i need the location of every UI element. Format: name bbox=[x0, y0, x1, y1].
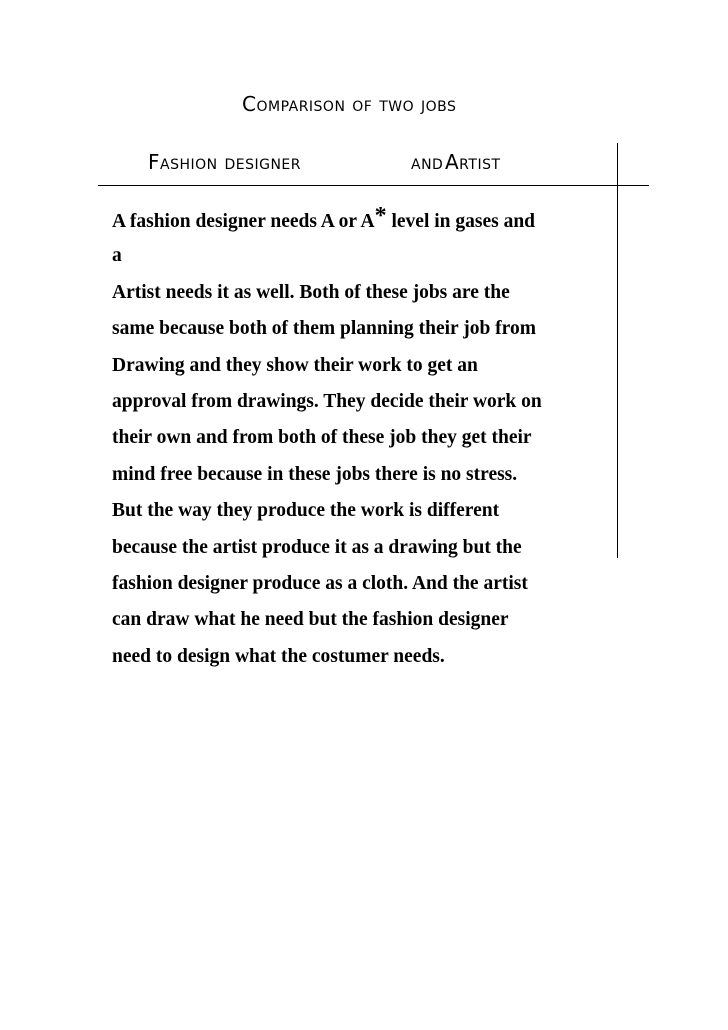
subtitle-fashion-designer: Fashion designer bbox=[148, 150, 302, 174]
body-line-13: need to design what the costumer needs. bbox=[112, 645, 445, 667]
subtitle-and: and bbox=[411, 150, 444, 174]
body-line-3: Artist needs it as well. Both of these jobs are the bbox=[112, 281, 510, 303]
body-line-8: mind free because in these jobs there is no stress. bbox=[112, 463, 518, 485]
body-line-2: a bbox=[112, 245, 122, 267]
body-line-1-start: A fashion designer needs A or A bbox=[112, 211, 375, 232]
body-line-5: Drawing and they show their work to get an bbox=[112, 354, 478, 376]
body-line-1 bbox=[112, 202, 612, 238]
body-line-6: approval from drawings. They decide their work on bbox=[112, 390, 542, 412]
body-line-11: fashion designer produce as a cloth. And the artist bbox=[112, 572, 528, 594]
vertical-rule bbox=[617, 143, 618, 558]
body-line-10: because the artist produce it as a drawing but the bbox=[112, 536, 522, 558]
page-title: Comparison of two jobs bbox=[242, 92, 457, 116]
body-line-4: same because both of them planning their job from bbox=[112, 318, 536, 340]
body-line-7: their own and from both of these job they get their bbox=[112, 427, 532, 449]
body-line-9: But the way they produce the work is different bbox=[112, 500, 500, 522]
asterisk: * bbox=[374, 203, 387, 229]
body-line-12: can draw what he need but the fashion designer bbox=[112, 609, 509, 631]
body-paragraph bbox=[112, 202, 612, 675]
horizontal-rule bbox=[98, 185, 649, 186]
body-line-1-end: level in gases and bbox=[391, 211, 536, 232]
subtitle-artist: Artist bbox=[445, 150, 501, 174]
